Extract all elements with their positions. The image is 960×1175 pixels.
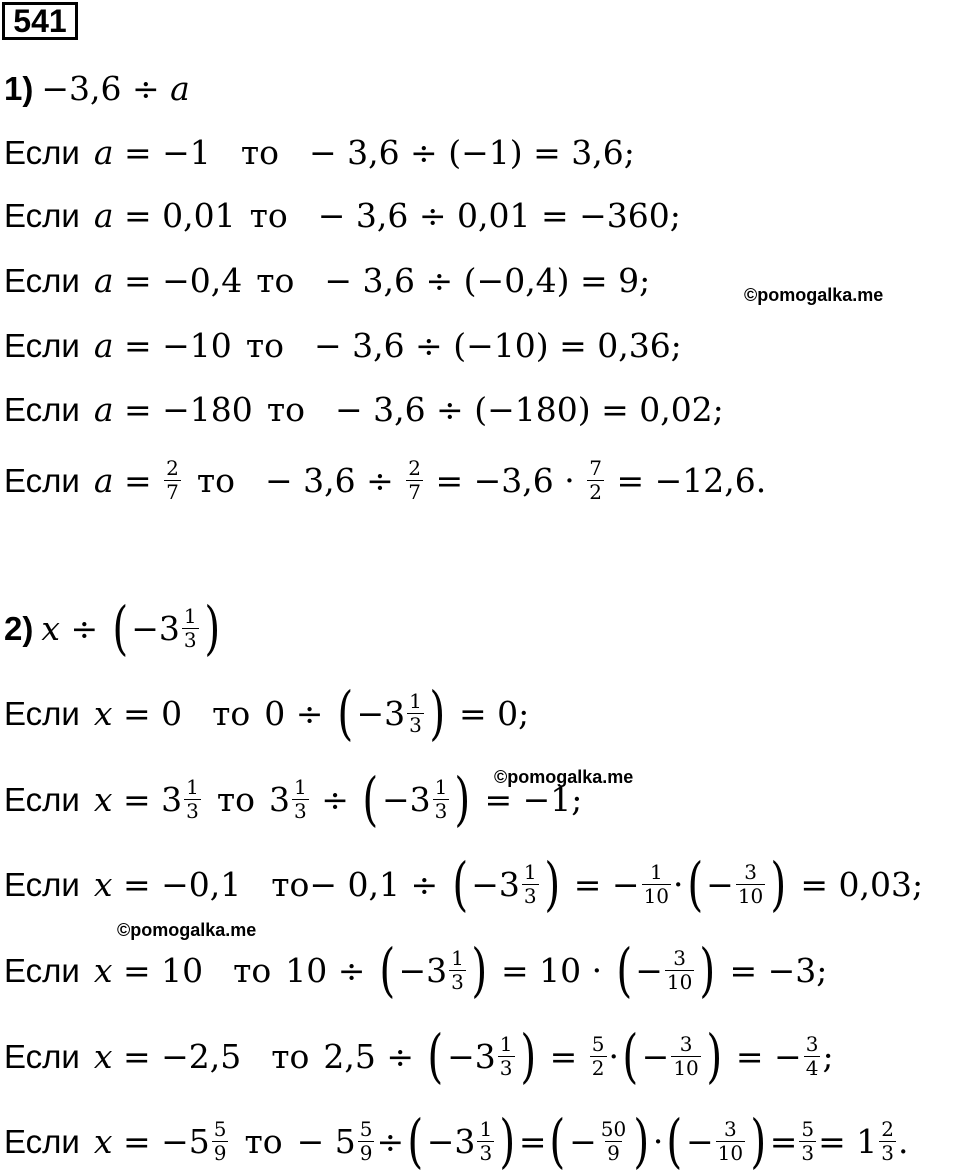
result: = −12,6. (616, 461, 767, 500)
if-word: Если (4, 780, 80, 818)
if-word: Если (4, 327, 80, 364)
then-word: то (240, 133, 279, 172)
problem-number: 541 (2, 2, 78, 40)
then-word: то (216, 779, 255, 819)
part2-line-4: Если x = 10 то 10 ÷ ( −3 1 3 ) = 10 · ( − 3 10 ) = −3; (4, 936, 828, 1004)
part1-line-6: Если a = 2 7 то − 3,6 ÷ 2 7 = −3,6 · $\frac{7}{2}$ = −12,6. (4, 456, 767, 504)
then-word: то (249, 196, 288, 235)
part2-line-6: Если x = −5 5 9 то − 5 5 9 ÷ ( −3 1 3 ) = ( − 50 9 ) · ( − 3 10 ) = 5 3 = 1 2 3 . (4, 1107, 909, 1175)
then-word: то (233, 950, 272, 990)
part2-line-5: Если x = −2,5 то 2,5 ÷ ( −3 1 3 ) = 5 2 · ( − 3 10 ) = − 3 4 ; (4, 1022, 834, 1090)
if-word: Если (4, 1122, 80, 1160)
result: ; (822, 1036, 834, 1076)
then-word: то (271, 864, 310, 904)
then-word: то (266, 390, 305, 429)
part1-label: 1) (4, 70, 34, 107)
condition: a = −180 (93, 390, 253, 429)
computation: − 3,6 ÷ (−180) = 0,02; (334, 390, 724, 429)
condition: a = −1 (93, 133, 211, 172)
if-word: Если (4, 1037, 80, 1075)
watermark: ©pomogalka.me (744, 285, 884, 305)
if-word: Если (4, 197, 80, 234)
part1-line-5 (4, 390, 724, 429)
if-word: Если (4, 865, 80, 903)
part2-line-3: Если x = −0,1 то − 0,1 ÷ ( −3 1 3 ) = − 1 10 · ( − 3 10 ) = 0,03; (4, 850, 924, 918)
if-word: Если (4, 134, 80, 171)
result: = 0,03; (800, 864, 924, 904)
part2-label: 2) (4, 609, 34, 647)
if-word: Если (4, 391, 80, 428)
then-word: то (196, 461, 236, 500)
then-word: то (271, 1036, 310, 1076)
result: . (898, 1121, 909, 1161)
part1-header (4, 69, 190, 108)
part2-header: 2) x ÷ ( −3 1 3 ) (4, 594, 220, 662)
part1-line-1 (4, 133, 635, 172)
result: = −1; (484, 779, 583, 819)
part1-expression: −3,6 ÷ a (41, 69, 190, 108)
computation: − 3,6 ÷ (−1) = 3,6; (308, 133, 635, 172)
part2-line-2: Если x = 3 1 3 то 3 1 3 ÷ ( −3 1 3 ) = −1; (4, 765, 583, 833)
condition: a = −10 (93, 326, 232, 365)
then-word: то (244, 1121, 283, 1161)
condition: a = 0,01 (93, 196, 236, 235)
if-word: Если (4, 462, 80, 499)
part1-line-2 (4, 196, 681, 235)
then-word: то (212, 693, 251, 733)
part1-line-3 (4, 261, 651, 300)
then-word: то (256, 261, 295, 300)
condition: a = −0,4 (93, 261, 243, 300)
result: = 0; (459, 693, 530, 733)
computation: − 3,6 ÷ (−0,4) = 9; (324, 261, 651, 300)
watermark: ©pomogalka.me (117, 920, 257, 940)
if-word: Если (4, 262, 80, 299)
if-word: Если (4, 951, 80, 989)
if-word: Если (4, 694, 80, 732)
watermark: ©pomogalka.me (494, 767, 634, 787)
part2-line-1: Если x = 0 то 0 ÷ ( −3 1 3 ) = 0; (4, 679, 530, 747)
computation: − 3,6 ÷ (−10) = 0,36; (313, 326, 682, 365)
computation: − 3,6 ÷ 0,01 = −360; (317, 196, 681, 235)
result: = −3; (729, 950, 828, 990)
part1-line-4 (4, 326, 682, 365)
then-word: то (245, 326, 284, 365)
